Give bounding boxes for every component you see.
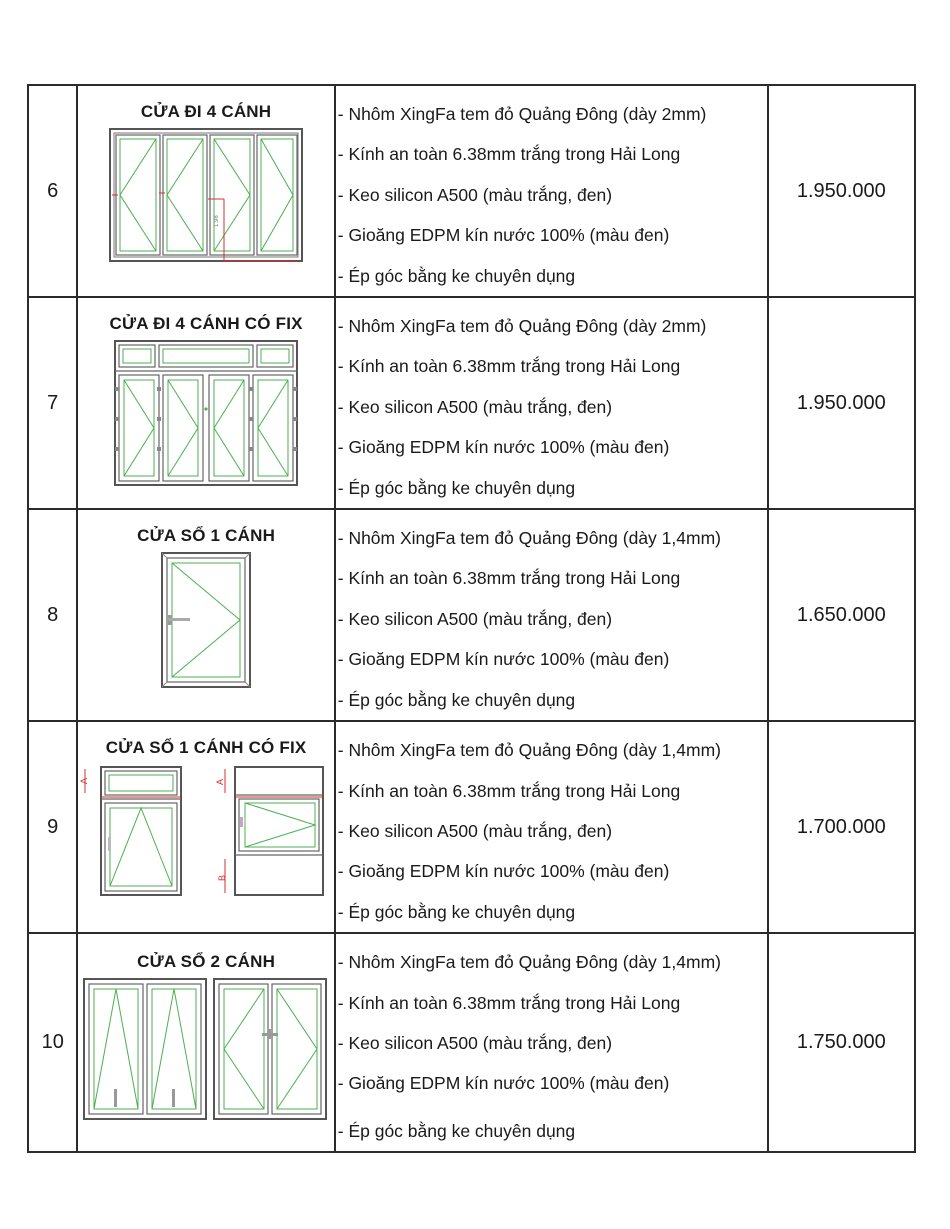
spec-cell [335,509,768,721]
spec-item: - Nhôm XingFa tem đỏ Quảng Đông (dày 2mm) [337,104,707,124]
spec-item: - Nhôm XingFa tem đỏ Quảng Đông (dày 1,4mm) [337,952,721,973]
spec-item: - Nhôm XingFa tem đỏ Quảng Đông (dày 1,4mm) [337,528,721,549]
spec-item: - Keo silicon A500 (màu trắng, đen) [337,396,613,417]
table-row [28,721,915,933]
spec-item: - Nhôm XingFa tem đỏ Quảng Đông (dày 2mm) [337,316,707,337]
row-number: 7 [28,297,77,509]
spec-item: - Gioăng EDPM kín nước 100% (màu đen) [337,861,670,882]
row-number: 10 [28,933,77,1152]
spec-item: - Kính an toàn 6.38mm trắng trong Hải Long [337,356,681,377]
spec-item: - Ép góc bằng ke chuyên dụng [337,901,576,922]
dimension-label: A [79,778,90,785]
spec-item: - Ép góc bằng ke chuyên dụng [337,689,576,710]
spec-item: - Nhôm XingFa tem đỏ Quảng Đông (dày 1,4mm) [337,740,721,761]
spec-item: - Gioăng EDPM kín nước 100% (màu đen) [337,649,670,670]
table-row [28,933,915,1152]
spec-item: - Kính an toàn 6.38mm trắng trong Hải Long [337,568,681,589]
row-number: 8 [28,509,77,721]
spec-cell [335,85,768,297]
product-title: CỬA SỔ 2 CÁNH [137,952,276,972]
single-leaf-window-with-fix-icon [79,763,329,903]
product-title: CỬA SỔ 1 CÁNH [137,526,276,546]
spec-item: - Gioăng EDPM kín nước 100% (màu đen) [337,437,670,458]
product-cell [77,933,334,1152]
spec-item: - Ép góc bằng ke chuyên dụng [337,1120,576,1141]
spec-item: - Keo silicon A500 (màu trắng, đen) [337,608,613,629]
price-cell: 1.750.000 [768,933,915,1152]
product-cell [77,509,334,721]
price-cell: 1.950.000 [768,297,915,509]
product-cell [77,721,334,933]
price-cell: 1.700.000 [768,721,915,933]
product-title: CỬA SỔ 1 CÁNH CÓ FIX [105,738,307,758]
spec-list [338,942,767,1151]
spec-list [338,306,767,508]
spec-item: - Keo silicon A500 (màu trắng, đen) [337,1032,613,1053]
spec-item: - Keo silicon A500 (màu trắng, đen) [337,184,613,205]
row-number: 9 [28,721,77,933]
spec-item: - Kính an toàn 6.38mm trắng trong Hải Long [337,780,681,801]
table-row [28,509,915,721]
dimension-label: A [215,779,226,786]
spec-item: - Gioăng EDPM kín nước 100% (màu đen) [337,225,670,246]
price-cell: 1.950.000 [768,85,915,297]
spec-item: - Kính an toàn 6.38mm trắng trong Hải Long [337,992,681,1013]
spec-list [338,518,767,720]
single-leaf-window-icon [158,551,254,691]
spec-cell [335,721,768,933]
product-cell [77,297,334,509]
double-leaf-window-icon [82,977,330,1123]
spec-item: - Gioăng EDPM kín nước 100% (màu đen) [337,1073,670,1094]
svg-text:1.98: 1.98 [214,215,221,227]
price-cell: 1.650.000 [768,509,915,721]
spec-item: - Ép góc bằng ke chuyên dụng [337,265,576,286]
dimension-label: B [217,875,228,882]
four-leaf-door-with-fix-icon [113,339,299,487]
spec-item: - Keo silicon A500 (màu trắng, đen) [337,820,613,841]
spec-item: - Ép góc bằng ke chuyên dụng [337,477,576,498]
table-row [28,85,915,297]
product-cell [77,85,334,297]
spec-cell [335,933,768,1152]
product-title: CỬA ĐI 4 CÁNH [140,102,272,121]
price-table [27,84,916,1153]
row-number: 6 [28,85,77,297]
spec-item: - Kính an toàn 6.38mm trắng trong Hải Long [337,144,681,165]
spec-list [338,730,767,932]
four-leaf-door-icon [108,127,304,265]
product-title: CỬA ĐI 4 CÁNH CÓ FIX [109,314,303,334]
spec-cell [335,297,768,509]
table-row [28,297,915,509]
spec-list [338,94,767,296]
